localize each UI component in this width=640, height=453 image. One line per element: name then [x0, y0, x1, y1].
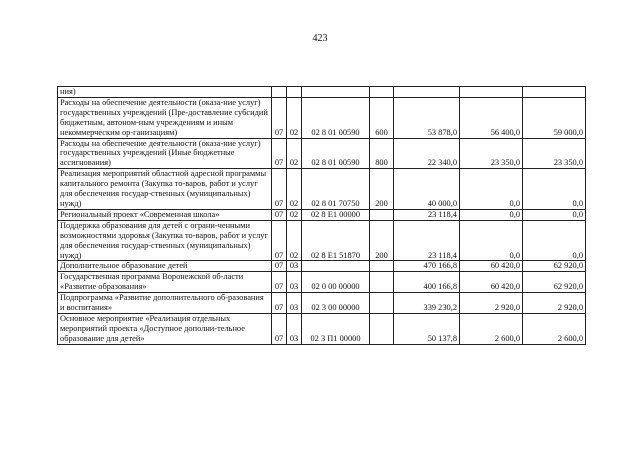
row-target-article: 02 8 01 70750	[302, 169, 370, 210]
row-subsection: 03	[287, 272, 302, 293]
row-amount-year-1: 40 000,0	[394, 169, 460, 210]
row-amount-year-1: 50 137,8	[394, 313, 460, 344]
row-subsection: 02	[287, 97, 302, 138]
row-section: 07	[272, 138, 287, 169]
row-section: 07	[272, 220, 287, 261]
row-expense-type: 200	[370, 220, 394, 261]
table-row	[58, 261, 586, 272]
row-amount-year-3: 2 920,0	[523, 293, 586, 314]
row-amount-year-1: 22 340,0	[394, 138, 460, 169]
row-target-article: 02 3 00 00000	[302, 293, 370, 314]
row-expense-type	[370, 209, 394, 220]
row-amount-year-1	[394, 87, 460, 98]
row-amount-year-2: 56 400,0	[460, 97, 523, 138]
row-amount-year-2: 2 920,0	[460, 293, 523, 314]
row-section: 07	[272, 293, 287, 314]
row-expense-type: 600	[370, 97, 394, 138]
row-amount-year-3: 62 920,0	[523, 261, 586, 272]
row-section	[272, 87, 287, 98]
row-amount-year-2: 60 420,0	[460, 272, 523, 293]
row-name: Основное мероприятие «Реализация отдельных мероприятий проекта «Доступное дополни-тельное образование для детей»	[58, 313, 272, 344]
row-amount-year-3	[523, 87, 586, 98]
row-expense-type: 200	[370, 169, 394, 210]
row-amount-year-3: 59 000,0	[523, 97, 586, 138]
table-row	[58, 209, 586, 220]
row-target-article	[302, 261, 370, 272]
row-amount-year-2: 2 600,0	[460, 313, 523, 344]
row-section: 07	[272, 313, 287, 344]
row-target-article: 02 0 00 00000	[302, 272, 370, 293]
row-subsection: 02	[287, 169, 302, 210]
row-amount-year-3: 0,0	[523, 169, 586, 210]
row-target-article	[302, 87, 370, 98]
table-row	[58, 272, 586, 293]
row-amount-year-1: 400 166,8	[394, 272, 460, 293]
page-number: 423	[312, 33, 328, 44]
row-amount-year-3: 0,0	[523, 209, 586, 220]
row-expense-type	[370, 313, 394, 344]
row-name: Дополнительное образование детей	[58, 261, 272, 272]
row-subsection	[287, 87, 302, 98]
row-target-article: 02 8 01 00590	[302, 97, 370, 138]
row-section: 07	[272, 97, 287, 138]
row-amount-year-3: 62 920,0	[523, 272, 586, 293]
row-subsection: 02	[287, 209, 302, 220]
row-amount-year-3: 2 600,0	[523, 313, 586, 344]
row-amount-year-1: 23 118,4	[394, 209, 460, 220]
row-amount-year-1: 470 166,8	[394, 261, 460, 272]
row-expense-type	[370, 272, 394, 293]
row-target-article: 02 8 E1 51870	[302, 220, 370, 261]
row-amount-year-2	[460, 87, 523, 98]
row-expense-type	[370, 261, 394, 272]
row-target-article: 02 8 E1 00000	[302, 209, 370, 220]
row-amount-year-3: 0,0	[523, 220, 586, 261]
row-expense-type: 800	[370, 138, 394, 169]
row-name: Расходы на обеспечение деятельности (оказа-ние услуг) государственных учреждений (Иные бюджетные ассигнования)	[58, 138, 272, 169]
row-amount-year-3: 23 350,0	[523, 138, 586, 169]
row-name: Государственная программа Воронежской об-ласти «Развитие образования»	[58, 272, 272, 293]
row-name: Подпрограмма «Развитие дополнительного об-разования и воспитания»	[58, 293, 272, 314]
row-amount-year-1: 23 118,4	[394, 220, 460, 261]
row-name: Реализация мероприятий областной адресной программы капитального ремонта (Закупка то-варов, работ и услуг для обеспечения государ-ственных (муниципальных) нужд)	[58, 169, 272, 210]
table-row	[58, 138, 586, 169]
row-section: 07	[272, 169, 287, 210]
row-name: ния)	[58, 87, 272, 98]
budget-table	[57, 86, 586, 345]
table-row	[58, 97, 586, 138]
row-expense-type	[370, 87, 394, 98]
row-subsection: 02	[287, 220, 302, 261]
row-subsection: 02	[287, 138, 302, 169]
row-amount-year-2: 60 420,0	[460, 261, 523, 272]
table-row	[58, 293, 586, 314]
row-name: Региональный проект «Современная школа»	[58, 209, 272, 220]
row-amount-year-2: 0,0	[460, 209, 523, 220]
row-amount-year-2: 0,0	[460, 169, 523, 210]
row-target-article: 02 8 01 00590	[302, 138, 370, 169]
row-subsection: 03	[287, 313, 302, 344]
row-name: Поддержка образования для детей с ограни-ченными возможностями здоровья (Закупка то-варов, работ и услуг для обеспечения государ-ственных (муниципальных) нужд)	[58, 220, 272, 261]
row-amount-year-2: 0,0	[460, 220, 523, 261]
row-section: 07	[272, 272, 287, 293]
row-section: 07	[272, 209, 287, 220]
row-expense-type	[370, 293, 394, 314]
row-target-article: 02 3 П1 00000	[302, 313, 370, 344]
row-subsection: 03	[287, 293, 302, 314]
table-row	[58, 220, 586, 261]
row-subsection: 03	[287, 261, 302, 272]
row-amount-year-1: 53 878,0	[394, 97, 460, 138]
table-row	[58, 313, 586, 344]
row-amount-year-2: 23 350,0	[460, 138, 523, 169]
table-row	[58, 169, 586, 210]
row-amount-year-1: 339 230,2	[394, 293, 460, 314]
table-row	[58, 87, 586, 98]
row-name: Расходы на обеспечение деятельности (оказа-ние услуг) государственных учреждений (Пре-доставление субсидий бюджетным, автоном-ным учреждениям и иным некоммерческим ор-ганизациям)	[58, 97, 272, 138]
budget-table-body	[58, 87, 586, 345]
row-section: 07	[272, 261, 287, 272]
